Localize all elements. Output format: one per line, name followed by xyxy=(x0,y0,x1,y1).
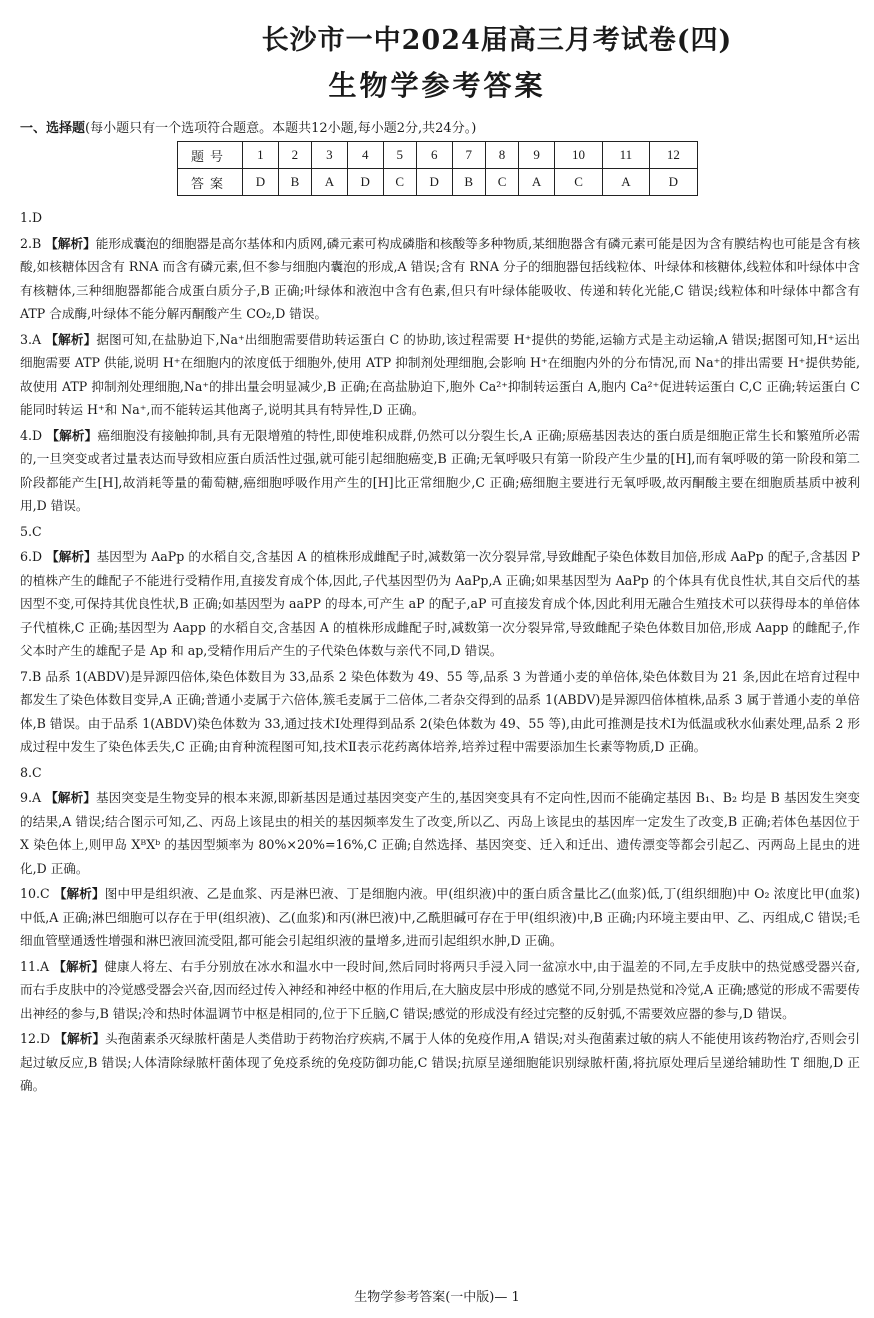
answer-table-number-row xyxy=(178,142,698,169)
item-text: 头孢菌素杀灭绿脓杆菌是人类借助于药物治疗疾病,不属于人体的免疫作用,A 错误;对头孢菌素过敏的病人不能使用该药物治疗,否则会引起过敏反应,B 错误;人体清除绿脓杆菌体现了免疫系统的免疫防御功能,C 错误;抗原呈递细胞能识别绿脓杆菌,将抗原处理后呈递给辅助性 T 细胞,D 正确。 xyxy=(20,1031,860,1093)
answer-cell: B xyxy=(452,169,485,196)
item-text: 能形成囊泡的细胞器是高尔基体和内质网,磷元素可构成磷脂和核酸等多种物质,某细胞器含有磷元素可能是因为含有膜结构也可能是含有核酸,如核糖体因含有 RNA 而含有磷元素,但不参与细胞内囊泡的形成,A 错误;含有 RNA 分子的细胞器包括线粒体、叶绿体和核糖体,线粒体和叶绿体中含有核糖体,三种细胞器都能合成蛋白质分子,B 正确;叶绿体和液泡中含有色素,但只有叶绿体能吸收、传递和转化光能,C 错误;线粒体和叶绿体中都含有 ATP 合成酶,叶绿体不能分解丙酮酸产生 CO₂,D 错误。 xyxy=(20,235,860,321)
item-number: 3.A xyxy=(20,331,42,347)
question-number: 10 xyxy=(554,142,602,169)
item-number: 7.B xyxy=(20,668,42,684)
analysis-tag: 【解析】 xyxy=(53,886,105,901)
item-number: 9.A xyxy=(20,790,42,805)
document-subtitle: 生物学参考答案 xyxy=(328,69,546,102)
list-item xyxy=(20,665,860,759)
section-label: 一、选择题 xyxy=(20,121,86,136)
page-footer: 生物学参考答案(一中版)— 1 xyxy=(354,1290,520,1305)
analysis-tag: 【解析】 xyxy=(54,1031,106,1046)
list-item xyxy=(20,955,860,1026)
section-heading xyxy=(20,117,476,136)
question-number: 12 xyxy=(649,142,697,169)
list-item xyxy=(20,520,860,544)
question-number: 11 xyxy=(603,142,650,169)
item-text: 基因型为 AaPp 的水稻自交,含基因 A 的植株形成雌配子时,减数第一次分裂异常,导致雌配子染色体数目加倍,形成 AaPp 的配子,含基因 P 的植株产生的雌配子不能进行受精作用,直接发育成个体,因此,子代基因型仍为 AaPp,A 正确;如果基因型为 AaPp 的个体具有优良性状,其自交后代的基因型不变,可保持其优良性状,B 正确;如基因型为 aaPP 的母本,可产生 aP 的配子,aP 可直接发育成个体,因此利用无融合生殖技术可以获得母本的单倍体子代植株,C 正确;基因型为 Aapp 的水稻自交,含基因 A 的植株形成雌配子时,减数第一次分裂异常,导致雌配子染色体数目加倍,形成 Aapp 的雌配子,作父本时产生的雄配子是 Ap 和 ap,受精作用后产生的子代染色体数与亲代不同,D 错误。 xyxy=(20,549,861,658)
item-text: 基因突变是生物变异的根本来源,即新基因是通过基因突变产生的,基因突变具有不定向性,因而不能确定基因 B₁、B₂ 均是 B 基因发生突变的结果,A 错误;结合图示可知,乙、丙岛上该昆虫的相关的基因频率发生了改变,所以乙、丙岛上该昆虫的基因库一定发生了改变,B 正确;若体色基因位于 X 染色体上,则甲岛 XᴮXᵇ 的基因型频率为 80%×20%=16%,C 正确;自然选择、基因突变、迁入和迁出、遗传漂变等都会引起乙、丙两岛上昆虫的进化,D 正确。 xyxy=(20,790,860,876)
item-number: 4.D xyxy=(20,427,43,443)
list-item xyxy=(20,328,860,422)
list-item xyxy=(20,882,860,953)
item-number: 10.C xyxy=(20,886,50,901)
question-number: 8 xyxy=(485,142,518,169)
number-row-label: 题号 xyxy=(178,142,243,169)
answer-table xyxy=(177,141,698,196)
question-number: 4 xyxy=(347,142,383,169)
question-number: 9 xyxy=(519,142,555,169)
answer-cell: D xyxy=(416,169,452,196)
analysis-tag: 【解析】 xyxy=(53,958,105,974)
analysis-tag: 【解析】 xyxy=(45,331,97,347)
item-text: 据图可知,在盐胁迫下,Na⁺出细胞需要借助转运蛋白 C 的协助,该过程需要 H⁺提供的势能,运输方式是主动运输,A 错误;据图可知,H⁺运出细胞需要 ATP 供能,说明 H⁺在细胞内的浓度低于细胞外,使用 ATP 抑制剂处理细胞,会影响 H⁺在细胞内外的分布情况,而 Na⁺的排出需要 H⁺提供势能,故使用 ATP 抑制剂处理细胞,Na⁺的排出量会明显减少,B 正确;在高盐胁迫下,胞外 Ca²⁺抑制转运蛋白 A,胞内 Ca²⁺促进转运蛋白 C,C 正确;转运蛋白 C 能同时转运 H⁺和 Na⁺,而不能转运其他离子,说明其具有特异性,D 正确。 xyxy=(20,331,860,417)
answer-cell: A xyxy=(519,169,555,196)
item-text: 图中甲是组织液、乙是血浆、丙是淋巴液、丁是细胞内液。甲(组织液)中的蛋白质含量比乙(血浆)低,丁(组织细胞)中 O₂ 浓度比甲(血浆)中低,A 正确;淋巴细胞可以存在于甲(组织液)、乙(血浆)和丙(淋巴液)中,乙酰胆碱可存在于甲(组织液)中,B 正确;内环境主要由甲、乙、丙组成,C 错误;毛细血管壁通透性增强和淋巴液回流受阻,都可能会引起组织液的量增多,进而引起组织水肿,D 正确。 xyxy=(20,886,860,948)
item-number: 1.D xyxy=(20,210,43,225)
item-number: 12.D xyxy=(20,1031,51,1046)
item-number: 8.C xyxy=(20,764,42,780)
list-item xyxy=(20,424,860,518)
question-number: 6 xyxy=(416,142,452,169)
list-item xyxy=(20,1027,860,1098)
list-item xyxy=(20,232,860,326)
list-item xyxy=(20,786,860,880)
question-number: 5 xyxy=(383,142,416,169)
answer-row-label: 答案 xyxy=(178,169,243,196)
answer-cell: D xyxy=(347,169,383,196)
question-number: 3 xyxy=(312,142,348,169)
item-text: 健康人将左、右手分别放在冰水和温水中一段时间,然后同时将两只手浸入同一盆凉水中,由于温差的不同,左手皮肤中的热觉感受器兴奋,而右手皮肤中的冷觉感受器会兴奋,因而经过传入神经和神经中枢的作用后,在大脑皮层中形成的感觉不同,分别是热觉和冷觉,A 正确;感觉的形成不需要传出神经的参与,B 错误;冷和热时体温调节中枢是相同的,位于下丘脑,C 错误;感觉的形成没有经过完整的反射弧,不需要效应器的参与,D 错误。 xyxy=(20,958,860,1021)
question-number: 2 xyxy=(278,142,311,169)
list-item xyxy=(20,545,860,663)
answer-cell: C xyxy=(383,169,416,196)
item-number: 11.A xyxy=(20,958,50,974)
item-number: 2.B xyxy=(20,235,42,251)
answer-cell: B xyxy=(278,169,311,196)
item-text: 癌细胞没有接触抑制,具有无限增殖的特性,即使堆积成群,仍然可以分裂生长,A 正确;原癌基因表达的蛋白质是细胞正常生长和繁殖所必需的,一旦突变或者过量表达而导致相应蛋白质活性过强,就可能引起细胞癌变,B 正确;无氧呼吸只有第一阶段产生少量的[H],而有氧呼吸的第一阶段和第二阶段都能产生[H],故消耗等量的葡萄糖,癌细胞呼吸作用产生的[H]比正常细胞少,C 正确;癌细胞主要进行无氧呼吸,故丙酮酸主要在细胞质基质中被利用,D 错误。 xyxy=(20,427,861,513)
answer-cell: C xyxy=(485,169,518,196)
analysis-tag: 【解析】 xyxy=(46,549,97,564)
answer-table-answer-row xyxy=(178,169,698,196)
item-number: 6.D xyxy=(20,549,43,564)
analysis-tag: 【解析】 xyxy=(45,790,96,805)
list-item xyxy=(20,761,860,785)
answer-cell: D xyxy=(649,169,697,196)
item-number: 5.C xyxy=(20,523,42,539)
explanations-list xyxy=(20,206,860,1100)
item-text: 品系 1(ABDV)是异源四倍体,染色体数目为 33,品系 2 染色体数为 49、55 等,品系 3 为普通小麦的单倍体,染色体数目为 21 条,因此在培育过程中都发生了染色体数目变异,A 正确;普通小麦属于六倍体,簇毛麦属于二倍体,二者杂交得到的品系 1(ABDV)是异源四倍体植株,品系 3 属于普通小麦的单倍体,B 错误。由于品系 1(ABDV)染色体数为 33,通过技术Ⅰ处理得到品系 2(染色体数为 49、55 等),由此可推测是技术Ⅰ为低温或秋水仙素处理,品系 2 形成过程中发生了染色体丢失,C 正确;由育种流程图可知,技术Ⅱ表示花药离体培养,培养过程中需要添加生长素等物质,D 正确。 xyxy=(20,668,860,754)
document-title: 长沙市一中2024届高三月考试卷(四) xyxy=(261,25,733,56)
answer-cell: A xyxy=(603,169,650,196)
section-note: (每小题只有一个选项符合题意。本题共12小题,每小题2分,共24分。) xyxy=(85,121,477,136)
question-number: 1 xyxy=(243,142,279,169)
answer-cell: D xyxy=(243,169,279,196)
analysis-tag: 【解析】 xyxy=(45,235,96,251)
list-item xyxy=(20,206,860,230)
analysis-tag: 【解析】 xyxy=(46,427,98,443)
answer-cell: C xyxy=(554,169,602,196)
answer-cell: A xyxy=(312,169,348,196)
question-number: 7 xyxy=(452,142,485,169)
